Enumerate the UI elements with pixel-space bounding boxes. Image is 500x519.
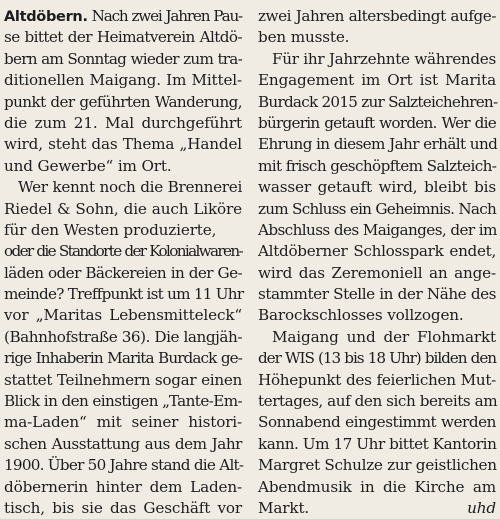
text-line: Sonnabend eingestimmt werden bbox=[258, 413, 496, 432]
text-line: Blick in den einstigen „Tante-Em- bbox=[4, 392, 243, 411]
text-line: für den Westen produzierte, bbox=[4, 220, 217, 239]
text-line: Abendmusik in die Kirche am bbox=[258, 477, 496, 496]
text-line: tisch, bis sie das Geschäft vor bbox=[4, 498, 242, 517]
text-line: tertages, auf den sich bereits am bbox=[258, 392, 498, 411]
text-line: bern am Sonntag wieder zum tra- bbox=[4, 49, 242, 68]
text-line: ditionellen Maigang. Im Mittel- bbox=[4, 71, 242, 90]
text-line: die zum 21. Mal durchgeführt bbox=[4, 113, 242, 132]
text-line: Margret Schulze zur geistlichen bbox=[258, 456, 497, 475]
text-line: läden oder Bäckereien in der Ge- bbox=[4, 263, 242, 282]
text-line: bürgerin getauft worden. Wer die bbox=[258, 113, 496, 132]
text-line: meinde? Treffpunkt ist um 11 Uhr bbox=[4, 285, 244, 304]
text-line: se bittet der Heimatverein Altdö- bbox=[4, 28, 242, 47]
text-line: ben musste. bbox=[258, 28, 350, 47]
article-column-right bbox=[258, 6, 496, 519]
text-line: döbernerin hinter dem Laden- bbox=[4, 477, 242, 496]
text-line: Burdack 2015 zur Salzteichehren- bbox=[258, 92, 498, 111]
text-line: der WIS (13 bis 18 Uhr) bilden den bbox=[258, 349, 496, 368]
text-line: Engagement im Ort ist Marita bbox=[258, 71, 496, 90]
text-line: wird das Zeremoniell an ange- bbox=[258, 263, 496, 282]
paragraph-start-line: Wer kennt noch die Brennerei bbox=[18, 178, 242, 197]
text-line: mit frisch geschöpftem Salzteich- bbox=[258, 156, 497, 175]
location-lead-in: Altdöbern. bbox=[4, 9, 88, 25]
text-line: wasser getauft wird, bleibt bis bbox=[258, 178, 496, 197]
author-signature: uhd bbox=[467, 498, 496, 517]
text-line: Abschluss des Maiganges, der im bbox=[258, 220, 497, 239]
text-line: schen Ausstattung aus dem Jahr bbox=[4, 434, 242, 453]
text-line: 1900. Über 50 Jahre stand die Alt- bbox=[4, 456, 244, 475]
text-line: Riedel & Sohn, die auch Liköre bbox=[4, 199, 242, 218]
text-line: Markt. uhd bbox=[258, 498, 496, 519]
text-line: Ehrung in diesem Jahr erhält und bbox=[258, 135, 498, 154]
text-line: zwei Jahren altersbedingt aufge- bbox=[258, 7, 496, 25]
text-line: Altdöbern. Nach zwei Jahren Pau- bbox=[4, 7, 242, 25]
text-line: zum Schluss ein Geheimnis. Nach bbox=[258, 199, 496, 218]
article-column-left bbox=[4, 6, 242, 519]
text-line: Barockschlosses vollzogen. bbox=[258, 306, 464, 325]
text-line: kann. Um 17 Uhr bittet Kantorin bbox=[258, 434, 497, 453]
text-line: und Gewerbe“ im Ort. bbox=[4, 156, 172, 175]
text-line: vor „Maritas Lebensmitteleck“ bbox=[4, 306, 242, 325]
text-line: stammter Stelle in der Nähe des bbox=[258, 285, 496, 304]
text-line: ma-Laden“ mit seiner histori- bbox=[4, 413, 242, 432]
paragraph-start-line: Für ihr Jahrzehnte währendes bbox=[272, 49, 496, 68]
text-line: punkt der geführten Wanderung, bbox=[4, 92, 242, 111]
paragraph-start-line: Maigang und der Flohmarkt bbox=[272, 327, 496, 346]
text-line: (Bahnhofstraße 36). Die langjäh- bbox=[4, 327, 242, 346]
text-line: stattet Teilnehmern sogar einen bbox=[4, 370, 242, 389]
text-line: wird, steht das Thema „Handel bbox=[4, 135, 242, 154]
text-line: Altdöberner Schlosspark endet, bbox=[258, 242, 496, 261]
text-line: rige Inhaberin Marita Burdack ge- bbox=[4, 349, 242, 368]
text-line: Höhepunkt des feierlichen Mut- bbox=[258, 370, 496, 389]
text-line: oder die Standorte der Kolonialwaren- bbox=[4, 242, 242, 261]
